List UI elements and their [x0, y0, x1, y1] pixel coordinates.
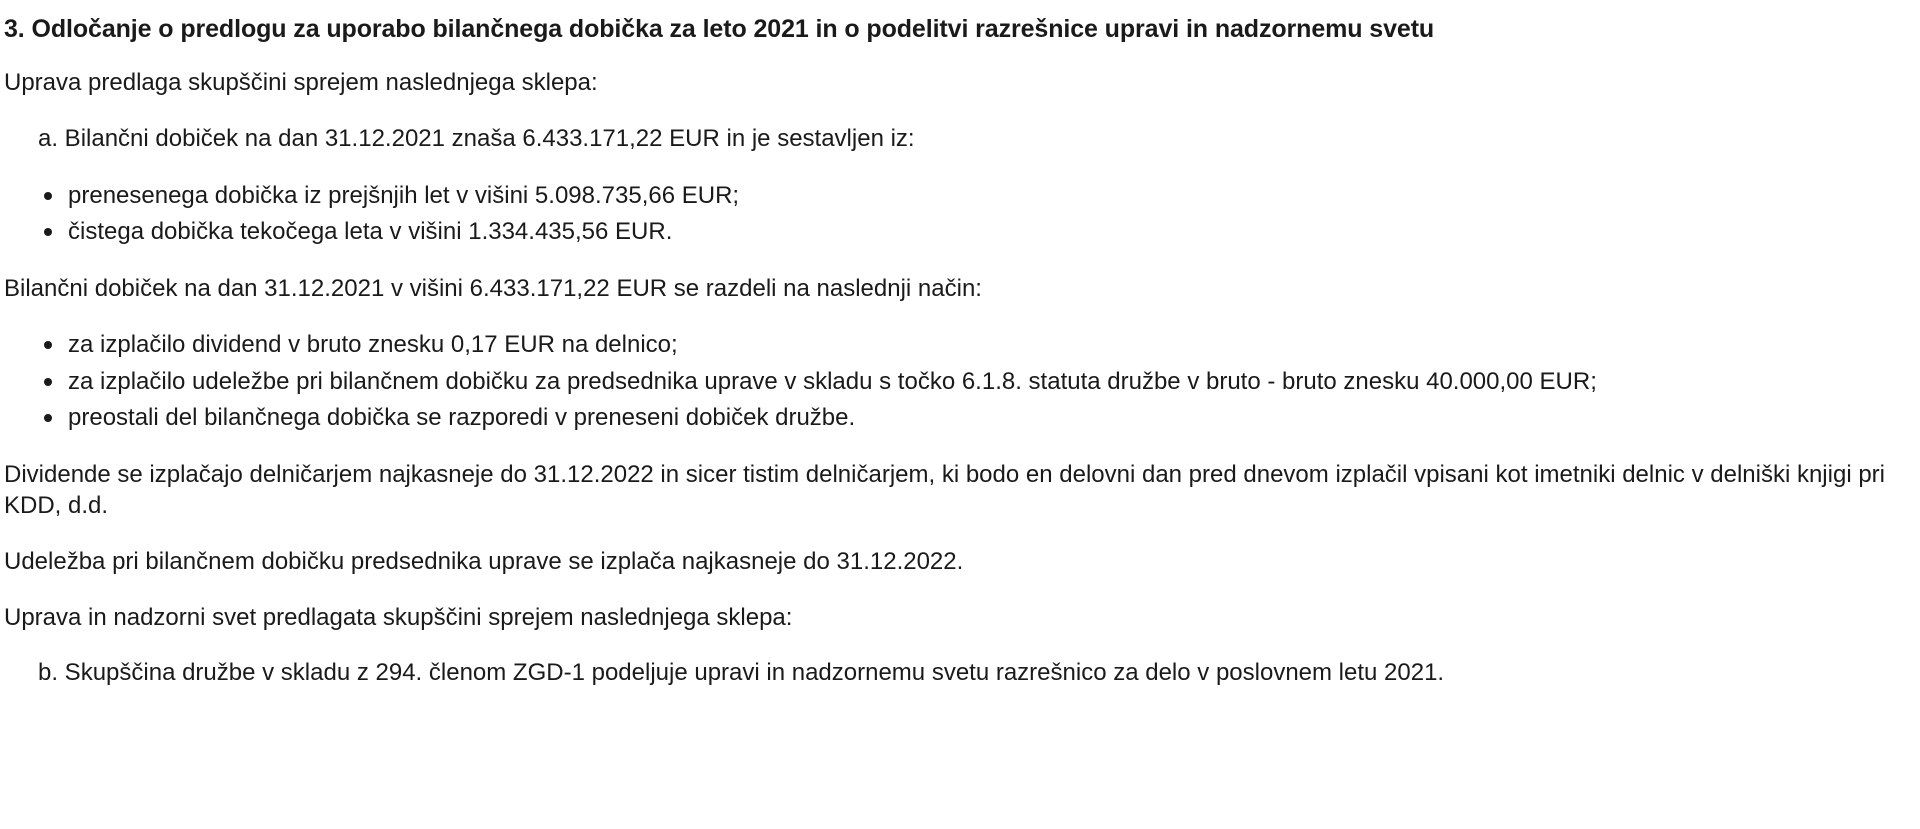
list-item: preostali del bilančnega dobička se razporedi v preneseni dobiček družbe. [38, 401, 1896, 435]
intro-paragraph: Uprava predlaga skupščini sprejem naslednjega sklepa: [4, 69, 598, 97]
list-item: za izplačilo udeležbe pri bilančnem dobičku za predsednika uprave v skladu s točko 6.1.8. statuta družbe v bruto - bruto znesku 40.000,00 EUR; [38, 365, 1896, 399]
composition-list [4, 179, 1896, 249]
dividends-paragraph: Dividende se izplačajo delničarjem najkasneje do 31.12.2022 in sicer tistim delničarjem, ki bodo en delovni dan pred dnevom izplačil vpisani kot imetniki delnic v delniški knjigi pri KDD, d.d. [4, 460, 1885, 520]
resolution-item-b: b. Skupščina družbe v skladu z 294. členom ZGD-1 podeljuje upravi in nadzornemu svetu razrešnico za delo v poslovnem letu 2021. [38, 659, 1445, 687]
board-proposal-paragraph: Uprava in nadzorni svet predlagata skupščini sprejem naslednjega sklepa: [4, 603, 793, 631]
distribution-list [4, 328, 1896, 434]
list-item: čistega dobička tekočega leta v višini 1.334.435,56 EUR. [38, 215, 1896, 249]
page-title: 3. Odločanje o predlogu za uporabo bilančnega dobička za leto 2021 in o podelitvi razrešnice upravi in nadzornemu svetu [4, 15, 1435, 43]
distribution-intro-paragraph: Bilančni dobiček na dan 31.12.2021 v višini 6.433.171,22 EUR se razdeli na naslednji način: [4, 274, 982, 302]
participation-paragraph: Udeležba pri bilančnem dobičku predsednika uprave se izplača najkasneje do 31.12.2022. [4, 548, 964, 575]
list-item: prenesenega dobička iz prejšnjih let v višini 5.098.735,66 EUR; [38, 179, 1896, 213]
list-item: za izplačilo dividend v bruto znesku 0,17 EUR na delnico; [38, 328, 1896, 362]
resolution-item-a: a. Bilančni dobiček na dan 31.12.2021 znaša 6.433.171,22 EUR in je sestavljen iz: [38, 124, 915, 152]
